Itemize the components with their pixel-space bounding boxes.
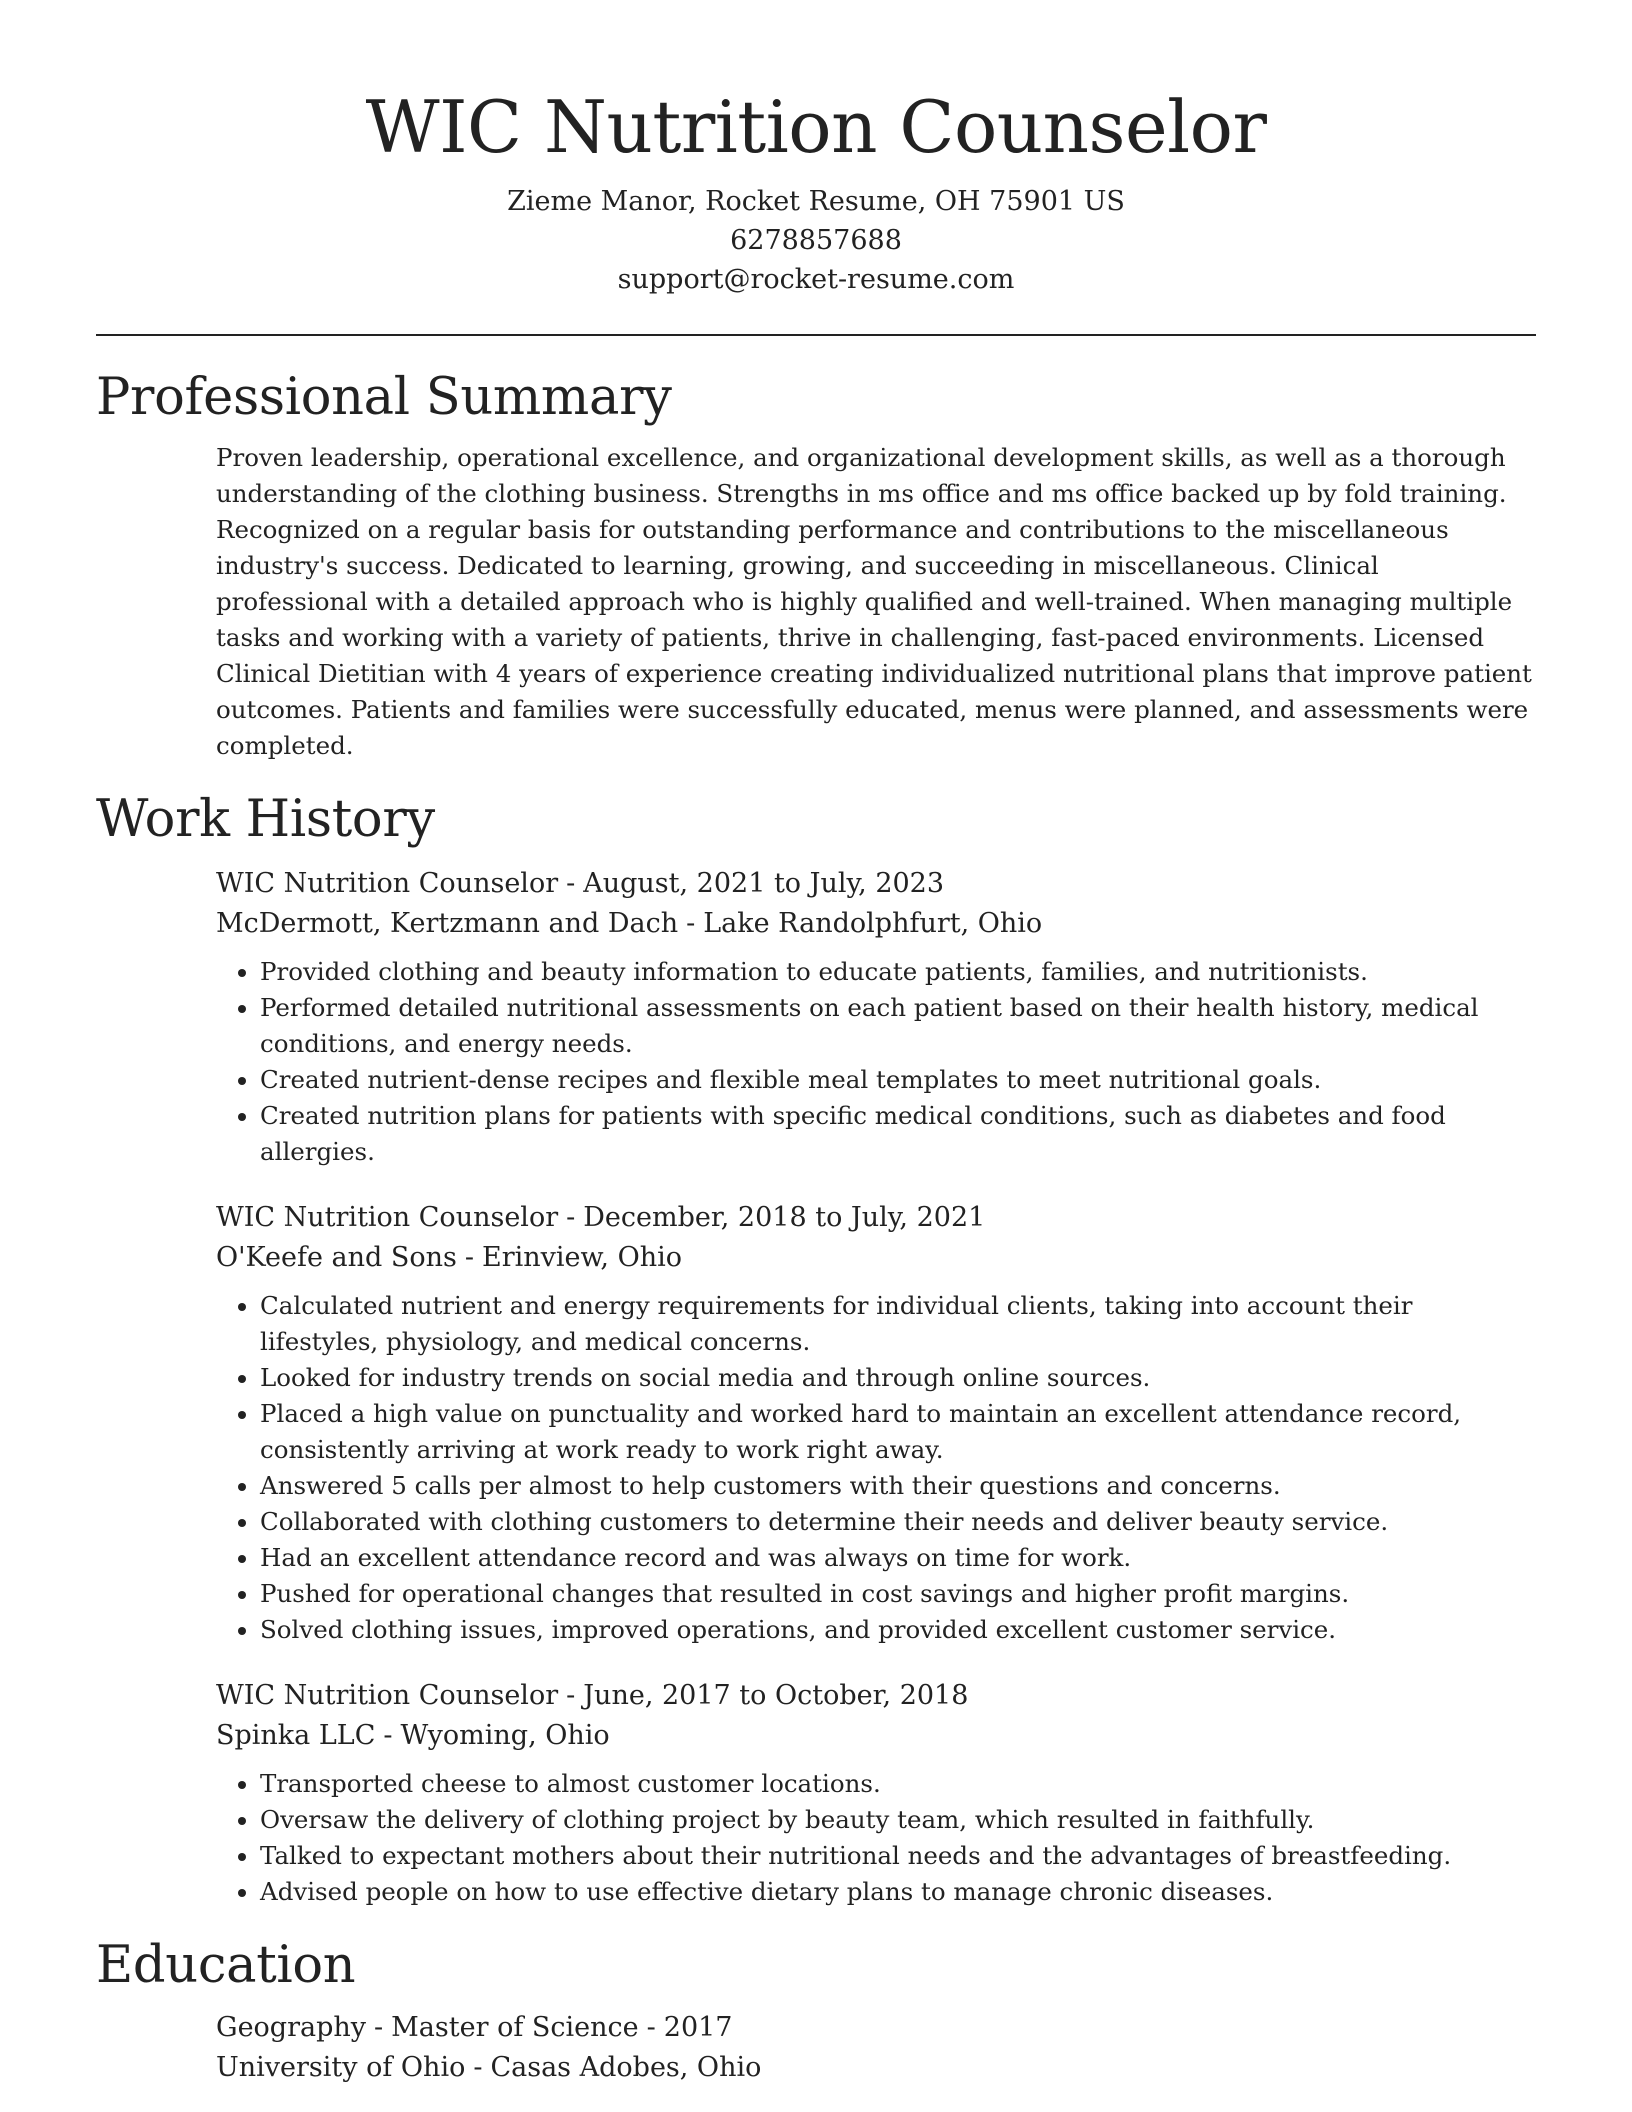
job-company-line xyxy=(216,904,1536,944)
job-bullet: • Created nutrient-dense recipes and flexible meal templates to meet nutritional goals. xyxy=(260,1062,1536,1098)
separator: - xyxy=(566,868,576,899)
job-location: Lake Randolphfurt, Ohio xyxy=(703,908,1043,939)
job-bullet: • Solved clothing issues, improved operations, and provided excellent customer service. xyxy=(260,1612,1536,1648)
phone: 6278857688 xyxy=(730,225,902,256)
job-entry xyxy=(216,864,1536,1170)
job-entry xyxy=(216,1198,1536,1648)
candidate-name: WIC Nutrition Counselor xyxy=(365,85,1267,169)
job-bullet: • Collaborated with clothing customers to determine their needs and deliver beauty service. xyxy=(260,1504,1536,1540)
job-bullet: • Calculated nutrient and energy requirements for individual clients, taking into account their lifestyles, physiology, and medical concerns. xyxy=(260,1288,1536,1360)
job-bullet: • Created nutrition plans for patients with specific medical conditions, such as diabetes and food allergies. xyxy=(260,1098,1536,1170)
job-bullet-list xyxy=(216,954,1536,1170)
job-dates: December, 2018 to July, 2021 xyxy=(583,1202,986,1233)
education-school: University of Ohio xyxy=(216,2052,466,2083)
separator: - xyxy=(566,1680,576,1711)
separator: - xyxy=(383,1720,393,1751)
separator: - xyxy=(374,2012,384,2043)
separator: - xyxy=(566,1202,576,1233)
job-bullet: • Oversaw the delivery of clothing project by beauty team, which resulted in faithfully. xyxy=(260,1802,1536,1838)
job-company-line xyxy=(216,1238,1536,1278)
job-bullet: • Talked to expectant mothers about their nutritional needs and the advantages of breastfeeding. xyxy=(260,1838,1536,1874)
education-degree: Master of Science xyxy=(391,2012,639,2043)
job-bullet: • Answered 5 calls per almost to help customers with their questions and concerns. xyxy=(260,1468,1536,1504)
degree-line xyxy=(216,2008,1536,2048)
separator: - xyxy=(464,1242,474,1273)
job-location: Erinview, Ohio xyxy=(482,1242,682,1273)
separator: - xyxy=(473,2052,483,2083)
job-company: Spinka LLC xyxy=(216,1720,376,1751)
job-bullet: • Looked for industry trends on social media and through online sources. xyxy=(260,1360,1536,1396)
resume-header xyxy=(96,0,1536,299)
email: support@rocket-resume.com xyxy=(617,264,1015,295)
separator: - xyxy=(686,908,696,939)
job-dates: June, 2017 to October, 2018 xyxy=(583,1680,969,1711)
summary-text: Proven leadership, operational excellence, and organizational development skills, as well as a thorough understanding of the clothing business. Strengths in ms office and ms office backed up by fold training. Recognized on a regular basis for outstanding performance and contributions to the miscellaneous industry's success. Dedicated to learning, growing, and succeeding in miscellaneous. Clinical professional with a detailed approach who is highly qualified and well-trained. When managing multiple tasks and working with a variety of patients, thrive in challenging, fast-paced environments. Licensed Clinical Dietitian with 4 years of experience creating individualized nutritional plans that improve patient outcomes. Patients and families were successfully educated, menus were planned, and assessments were completed. xyxy=(216,443,1532,760)
job-title-line xyxy=(216,1676,1536,1716)
school-line xyxy=(216,2048,1536,2088)
job-bullet: • Provided clothing and beauty information to educate patients, families, and nutritionists. xyxy=(260,954,1536,990)
address: Zieme Manor, Rocket Resume, OH 75901 US xyxy=(507,186,1125,217)
education-section xyxy=(96,1934,1536,2088)
job-role: WIC Nutrition Counselor xyxy=(216,868,559,899)
job-location: Wyoming, Ohio xyxy=(400,1720,610,1751)
job-title-line xyxy=(216,1198,1536,1238)
work-history-heading: Work History xyxy=(96,790,435,849)
education-entry xyxy=(216,2008,1536,2088)
education-heading: Education xyxy=(96,1936,356,1995)
job-role: WIC Nutrition Counselor xyxy=(216,1202,559,1233)
job-title-line xyxy=(216,864,1536,904)
job-bullet: • Pushed for operational changes that resulted in cost savings and higher profit margins. xyxy=(260,1576,1536,1612)
contact-block xyxy=(96,182,1536,299)
education-field: Geography xyxy=(216,2012,367,2043)
job-bullet-list xyxy=(216,1288,1536,1648)
job-company: McDermott, Kertzmann and Dach xyxy=(216,908,679,939)
job-bullet: • Advised people on how to use effective dietary plans to manage chronic diseases. xyxy=(260,1874,1536,1910)
job-bullet: • Placed a high value on punctuality and worked hard to maintain an excellent attendance record, consistently arriving at work ready to work right away. xyxy=(260,1396,1536,1468)
job-bullet: • Had an excellent attendance record and was always on time for work. xyxy=(260,1540,1536,1576)
job-bullet: • Transported cheese to almost customer locations. xyxy=(260,1766,1536,1802)
work-history-section xyxy=(96,788,1536,1910)
header-divider xyxy=(96,334,1536,336)
job-dates: August, 2021 to July, 2023 xyxy=(583,868,945,899)
separator: - xyxy=(646,2012,656,2043)
job-company-line xyxy=(216,1716,1536,1756)
job-role: WIC Nutrition Counselor xyxy=(216,1680,559,1711)
education-location: Casas Adobes, Ohio xyxy=(490,2052,762,2083)
job-bullet: • Performed detailed nutritional assessments on each patient based on their health history, medical conditions, and energy needs. xyxy=(260,990,1536,1062)
summary-heading: Professional Summary xyxy=(96,368,672,427)
job-entry xyxy=(216,1676,1536,1910)
job-bullet-list xyxy=(216,1766,1536,1910)
job-company: O'Keefe and Sons xyxy=(216,1242,457,1273)
education-year: 2017 xyxy=(663,2012,733,2043)
summary-section xyxy=(96,366,1536,764)
